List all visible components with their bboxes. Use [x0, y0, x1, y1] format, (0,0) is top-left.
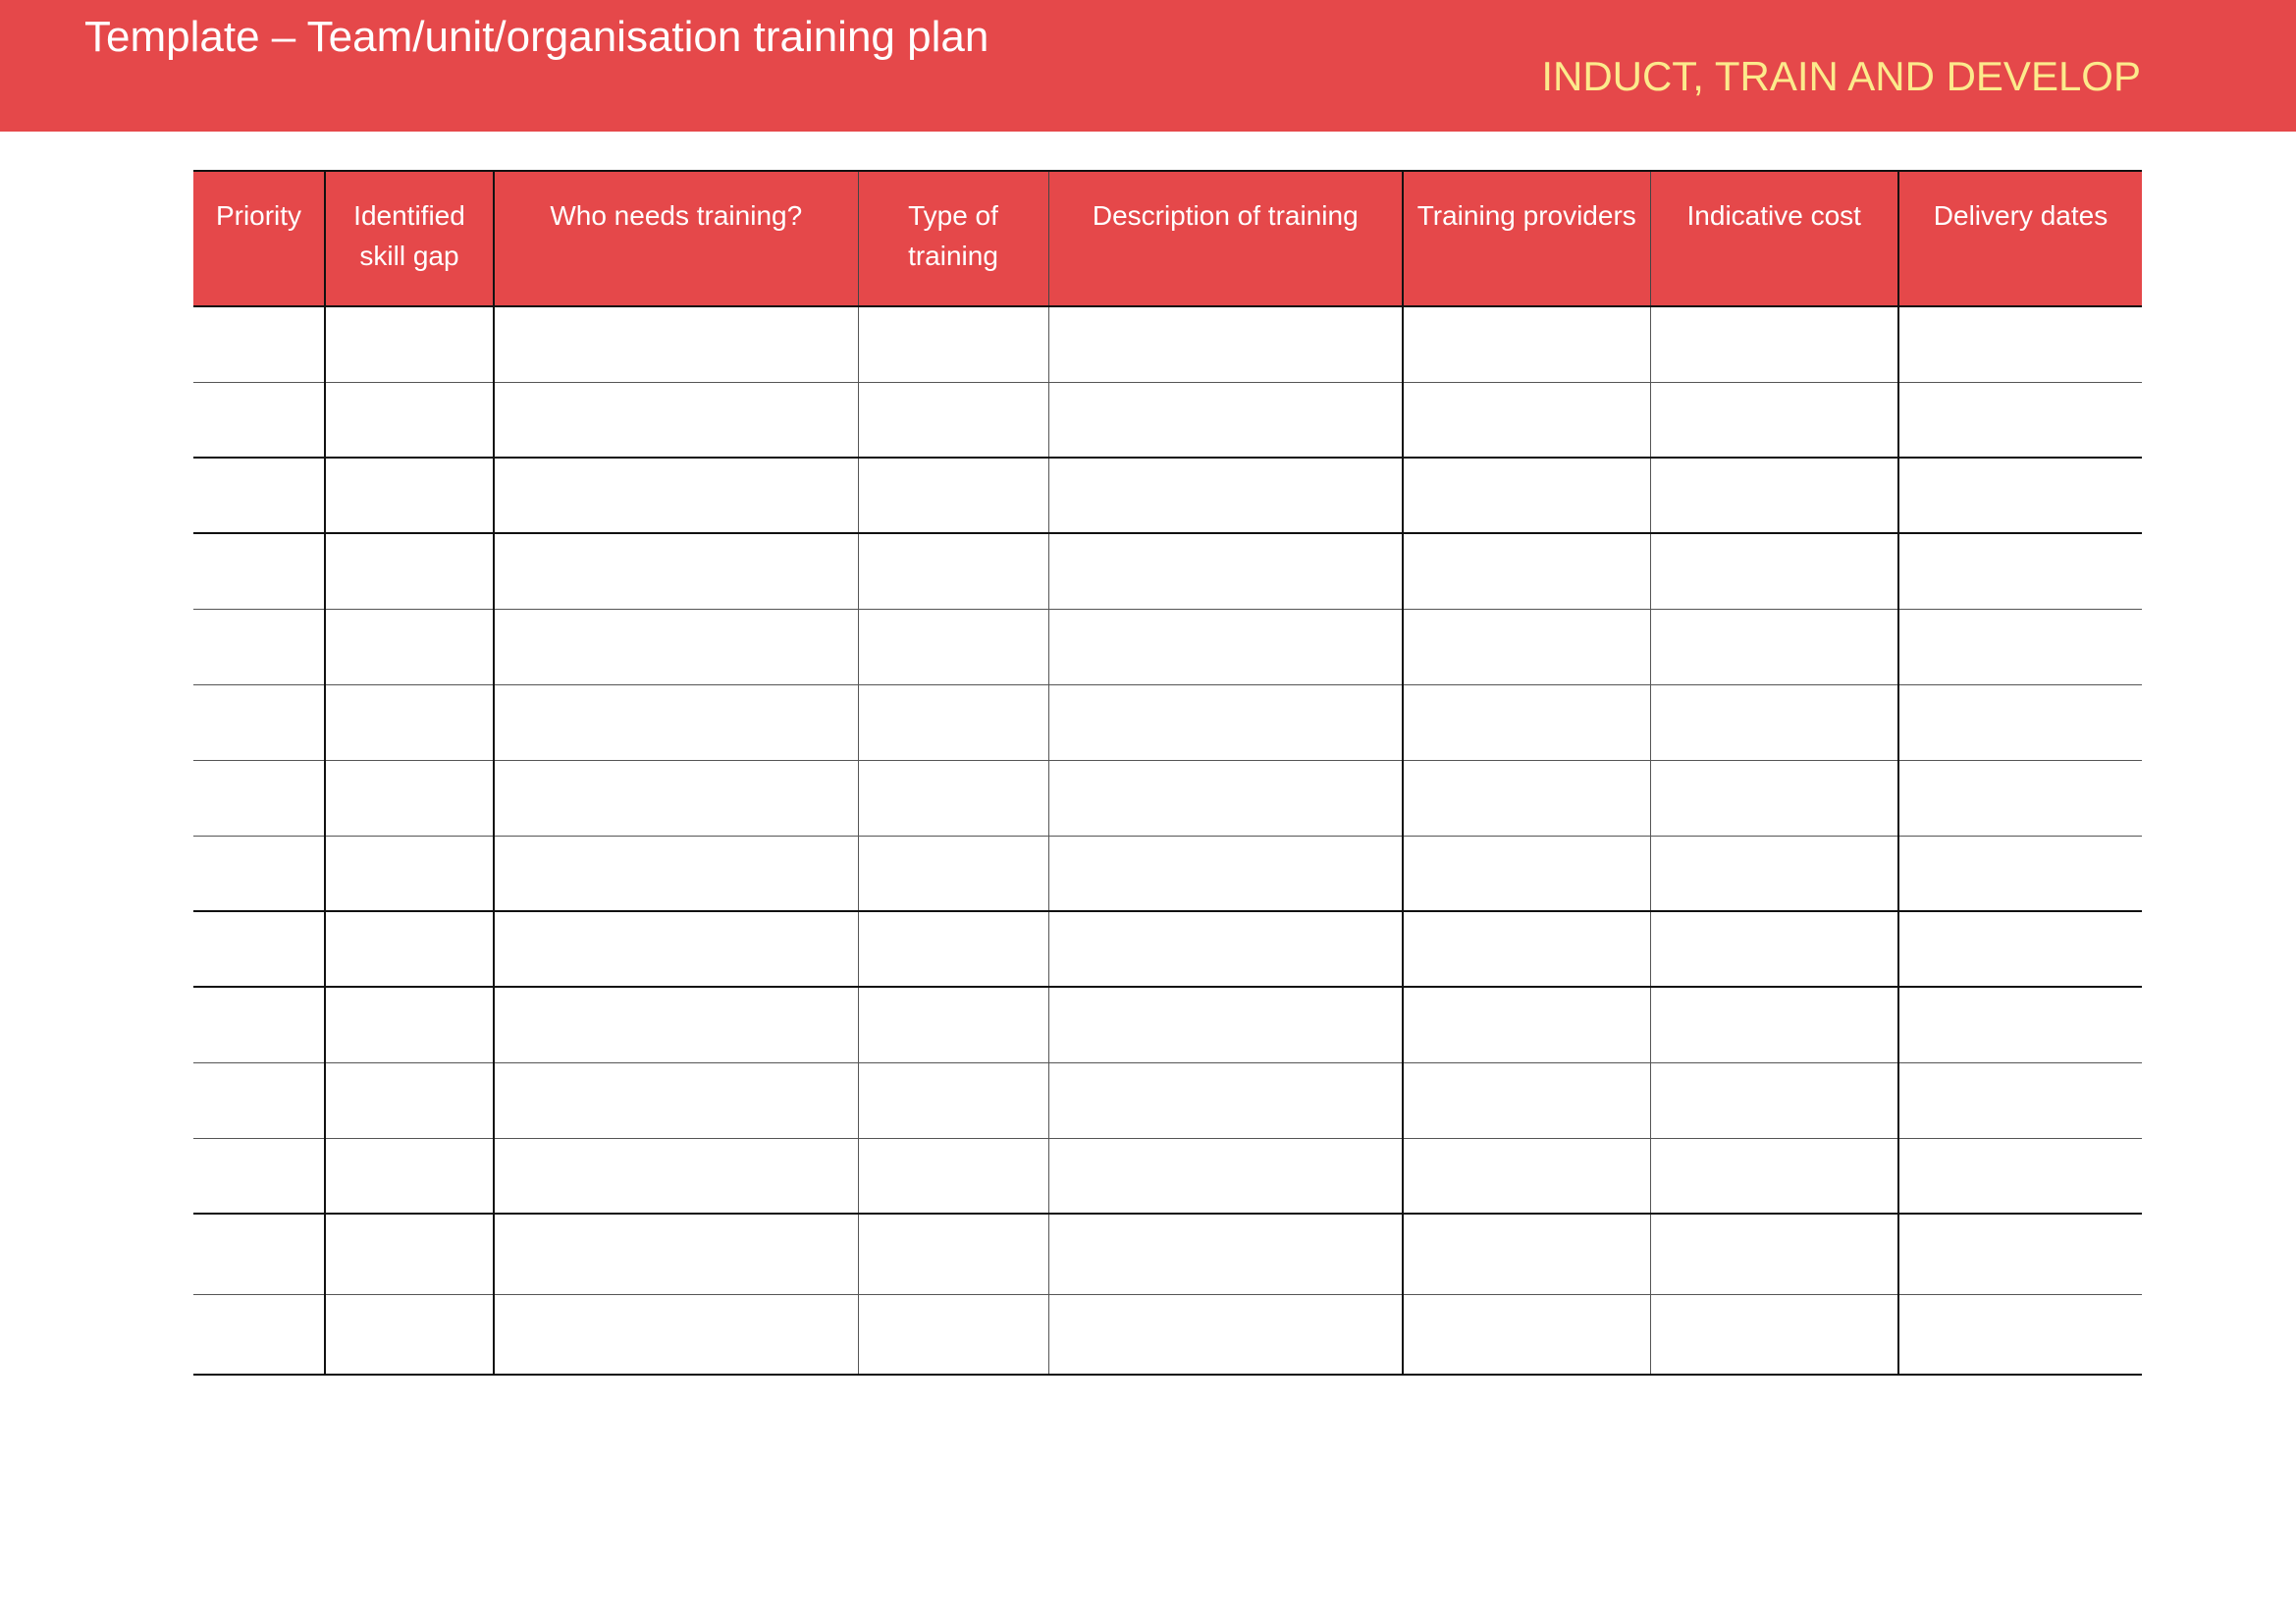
cell-who-needs-training[interactable]	[494, 987, 858, 1062]
cell-description-of-training[interactable]	[1048, 684, 1403, 760]
cell-delivery-dates[interactable]	[1898, 382, 2142, 458]
column-header-priority: Priority	[193, 171, 325, 306]
table-row	[193, 609, 2142, 684]
cell-identified-skill-gap[interactable]	[325, 382, 494, 458]
table-row	[193, 1062, 2142, 1138]
cell-indicative-cost[interactable]	[1650, 609, 1898, 684]
cell-indicative-cost[interactable]	[1650, 1214, 1898, 1294]
cell-priority[interactable]	[193, 533, 325, 609]
cell-delivery-dates[interactable]	[1898, 306, 2142, 382]
cell-priority[interactable]	[193, 760, 325, 836]
cell-who-needs-training[interactable]	[494, 1214, 858, 1294]
cell-delivery-dates[interactable]	[1898, 684, 2142, 760]
cell-priority[interactable]	[193, 836, 325, 911]
cell-type-of-training[interactable]	[858, 382, 1048, 458]
table-row	[193, 1294, 2142, 1375]
column-header-who-needs-training: Who needs training?	[494, 171, 858, 306]
cell-identified-skill-gap[interactable]	[325, 609, 494, 684]
cell-type-of-training[interactable]	[858, 458, 1048, 533]
cell-delivery-dates[interactable]	[1898, 458, 2142, 533]
cell-delivery-dates[interactable]	[1898, 911, 2142, 987]
cell-type-of-training[interactable]	[858, 1294, 1048, 1375]
cell-delivery-dates[interactable]	[1898, 1294, 2142, 1375]
cell-delivery-dates[interactable]	[1898, 533, 2142, 609]
column-header-description-of-training: Description of training	[1048, 171, 1403, 306]
cell-training-providers[interactable]	[1403, 382, 1650, 458]
cell-type-of-training[interactable]	[858, 609, 1048, 684]
cell-who-needs-training[interactable]	[494, 684, 858, 760]
cell-identified-skill-gap[interactable]	[325, 533, 494, 609]
cell-description-of-training[interactable]	[1048, 458, 1403, 533]
cell-priority[interactable]	[193, 382, 325, 458]
cell-training-providers[interactable]	[1403, 533, 1650, 609]
cell-training-providers[interactable]	[1403, 1294, 1650, 1375]
cell-training-providers[interactable]	[1403, 458, 1650, 533]
cell-priority[interactable]	[193, 1294, 325, 1375]
cell-indicative-cost[interactable]	[1650, 382, 1898, 458]
table-row	[193, 382, 2142, 458]
cell-description-of-training[interactable]	[1048, 1294, 1403, 1375]
cell-description-of-training[interactable]	[1048, 760, 1403, 836]
cell-type-of-training[interactable]	[858, 1062, 1048, 1138]
table-row	[193, 458, 2142, 533]
cell-description-of-training[interactable]	[1048, 1214, 1403, 1294]
cell-description-of-training[interactable]	[1048, 1062, 1403, 1138]
cell-identified-skill-gap[interactable]	[325, 987, 494, 1062]
column-header-identified-skill-gap: Identified skill gap	[325, 171, 494, 306]
cell-who-needs-training[interactable]	[494, 836, 858, 911]
cell-indicative-cost[interactable]	[1650, 911, 1898, 987]
cell-indicative-cost[interactable]	[1650, 1138, 1898, 1214]
cell-priority[interactable]	[193, 684, 325, 760]
cell-description-of-training[interactable]	[1048, 911, 1403, 987]
cell-identified-skill-gap[interactable]	[325, 760, 494, 836]
cell-who-needs-training[interactable]	[494, 609, 858, 684]
cell-training-providers[interactable]	[1403, 1138, 1650, 1214]
cell-type-of-training[interactable]	[858, 987, 1048, 1062]
table-row	[193, 987, 2142, 1062]
cell-type-of-training[interactable]	[858, 911, 1048, 987]
table-row	[193, 1138, 2142, 1214]
table-header-row	[193, 171, 2142, 306]
cell-identified-skill-gap[interactable]	[325, 1062, 494, 1138]
cell-description-of-training[interactable]	[1048, 987, 1403, 1062]
cell-indicative-cost[interactable]	[1650, 684, 1898, 760]
cell-priority[interactable]	[193, 1214, 325, 1294]
cell-training-providers[interactable]	[1403, 760, 1650, 836]
cell-type-of-training[interactable]	[858, 1214, 1048, 1294]
table-row	[193, 1214, 2142, 1294]
cell-who-needs-training[interactable]	[494, 458, 858, 533]
cell-delivery-dates[interactable]	[1898, 1062, 2142, 1138]
cell-priority[interactable]	[193, 306, 325, 382]
cell-type-of-training[interactable]	[858, 306, 1048, 382]
cell-identified-skill-gap[interactable]	[325, 1214, 494, 1294]
cell-identified-skill-gap[interactable]	[325, 684, 494, 760]
cell-description-of-training[interactable]	[1048, 306, 1403, 382]
cell-identified-skill-gap[interactable]	[325, 1138, 494, 1214]
table-row	[193, 306, 2142, 382]
cell-indicative-cost[interactable]	[1650, 458, 1898, 533]
cell-training-providers[interactable]	[1403, 1062, 1650, 1138]
cell-type-of-training[interactable]	[858, 684, 1048, 760]
column-header-type-of-training: Type of training	[858, 171, 1048, 306]
cell-type-of-training[interactable]	[858, 1138, 1048, 1214]
cell-type-of-training[interactable]	[858, 836, 1048, 911]
cell-description-of-training[interactable]	[1048, 382, 1403, 458]
cell-indicative-cost[interactable]	[1650, 987, 1898, 1062]
cell-who-needs-training[interactable]	[494, 1294, 858, 1375]
cell-priority[interactable]	[193, 458, 325, 533]
cell-identified-skill-gap[interactable]	[325, 306, 494, 382]
cell-priority[interactable]	[193, 1062, 325, 1138]
cell-description-of-training[interactable]	[1048, 533, 1403, 609]
cell-who-needs-training[interactable]	[494, 382, 858, 458]
cell-identified-skill-gap[interactable]	[325, 911, 494, 987]
cell-priority[interactable]	[193, 911, 325, 987]
cell-delivery-dates[interactable]	[1898, 1138, 2142, 1214]
cell-indicative-cost[interactable]	[1650, 836, 1898, 911]
cell-who-needs-training[interactable]	[494, 1062, 858, 1138]
cell-who-needs-training[interactable]	[494, 533, 858, 609]
cell-identified-skill-gap[interactable]	[325, 1294, 494, 1375]
cell-priority[interactable]	[193, 987, 325, 1062]
cell-who-needs-training[interactable]	[494, 306, 858, 382]
table-row	[193, 836, 2142, 911]
cell-delivery-dates[interactable]	[1898, 760, 2142, 836]
cell-training-providers[interactable]	[1403, 609, 1650, 684]
cell-who-needs-training[interactable]	[494, 1138, 858, 1214]
cell-type-of-training[interactable]	[858, 533, 1048, 609]
cell-identified-skill-gap[interactable]	[325, 458, 494, 533]
table-row	[193, 684, 2142, 760]
cell-priority[interactable]	[193, 1138, 325, 1214]
table-row	[193, 533, 2142, 609]
cell-priority[interactable]	[193, 609, 325, 684]
cell-delivery-dates[interactable]	[1898, 609, 2142, 684]
cell-training-providers[interactable]	[1403, 306, 1650, 382]
cell-training-providers[interactable]	[1403, 1214, 1650, 1294]
cell-identified-skill-gap[interactable]	[325, 836, 494, 911]
column-header-delivery-dates: Delivery dates	[1898, 171, 2142, 306]
cell-who-needs-training[interactable]	[494, 911, 858, 987]
section-title: INDUCT, TRAIN AND DEVELOP	[1541, 53, 2141, 99]
cell-indicative-cost[interactable]	[1650, 760, 1898, 836]
cell-indicative-cost[interactable]	[1650, 533, 1898, 609]
cell-delivery-dates[interactable]	[1898, 1214, 2142, 1294]
cell-indicative-cost[interactable]	[1650, 1294, 1898, 1375]
cell-delivery-dates[interactable]	[1898, 987, 2142, 1062]
training-plan-table	[193, 170, 2142, 1376]
cell-delivery-dates[interactable]	[1898, 836, 2142, 911]
cell-training-providers[interactable]	[1403, 836, 1650, 911]
column-header-indicative-cost: Indicative cost	[1650, 171, 1898, 306]
cell-who-needs-training[interactable]	[494, 760, 858, 836]
document-title: Template – Team/unit/organisation training plan	[84, 13, 989, 61]
cell-indicative-cost[interactable]	[1650, 1062, 1898, 1138]
cell-training-providers[interactable]	[1403, 987, 1650, 1062]
cell-training-providers[interactable]	[1403, 911, 1650, 987]
cell-description-of-training[interactable]	[1048, 1138, 1403, 1214]
cell-description-of-training[interactable]	[1048, 836, 1403, 911]
cell-description-of-training[interactable]	[1048, 609, 1403, 684]
table-row	[193, 911, 2142, 987]
cell-indicative-cost[interactable]	[1650, 306, 1898, 382]
header-banner	[0, 0, 2296, 132]
cell-type-of-training[interactable]	[858, 760, 1048, 836]
cell-training-providers[interactable]	[1403, 684, 1650, 760]
column-header-training-providers: Training providers	[1403, 171, 1650, 306]
table-row	[193, 760, 2142, 836]
